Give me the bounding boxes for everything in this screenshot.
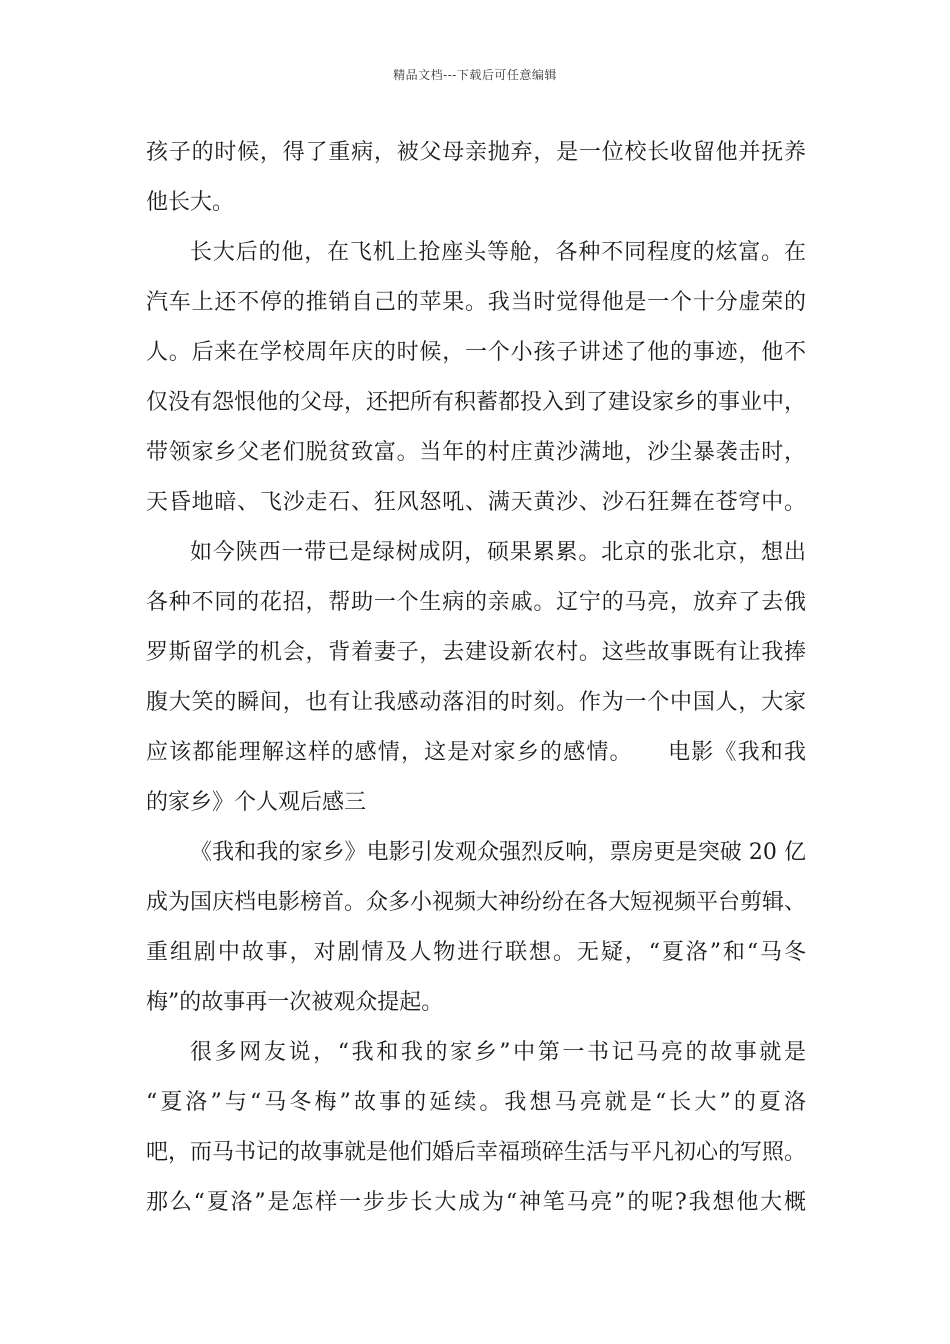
text-line: 汽车上还不停的推销自己的苹果。我当时觉得他是一个十分虚荣的 — [146, 290, 806, 315]
text-line: 各种不同的花招，帮助一个生病的亲戚。辽宁的马亮，放弃了去俄 — [146, 590, 806, 615]
text-line: 梅”的故事再一次被观众提起。 — [146, 990, 444, 1015]
text-line: 吧，而马书记的故事就是他们婚后幸福琐碎生活与平凡初心的写照。 — [146, 1140, 807, 1165]
body-text — [146, 128, 806, 1228]
text-line: 重组剧中故事，对剧情及人物进行联想。无疑，“夏洛”和“马冬 — [146, 940, 806, 965]
text-line: 成为国庆档电影榜首。众多小视频大神纷纷在各大短视频平台剪辑、 — [146, 890, 807, 915]
text-line: “夏洛”与“马冬梅”故事的延续。我想马亮就是“长大”的夏洛 — [146, 1090, 806, 1115]
text-line: 罗斯留学的机会，背着妻子，去建设新农村。这些故事既有让我捧 — [146, 640, 806, 665]
text-line: 应该都能理解这样的感情，这是对家乡的感情。 电影《我和我 — [146, 740, 806, 765]
text-line: 如今陕西一带已是绿树成阴，硕果累累。北京的张北京，想出 — [190, 540, 806, 565]
text-line: 《我和我的家乡》电影引发观众强烈反响，票房更是突破 20 亿 — [190, 840, 806, 865]
text-line: 天昏地暗、飞沙走石、狂风怒吼、满天黄沙、沙石狂舞在苍穹中。 — [146, 490, 806, 515]
text-line: 的家乡》个人观后感三 — [146, 790, 367, 815]
text-line: 带领家乡父老们脱贫致富。当年的村庄黄沙满地，沙尘暴袭击时， — [146, 440, 806, 465]
text-line: 孩子的时候，得了重病，被父母亲抛弃，是一位校长收留他并抚养 — [146, 140, 806, 165]
text-line: 人。后来在学校周年庆的时候，一个小孩子讲述了他的事迹，他不 — [146, 340, 806, 365]
text-line: 仅没有怨恨他的父母，还把所有积蓄都投入到了建设家乡的事业中， — [146, 390, 807, 415]
text-line: 很多网友说，“我和我的家乡”中第一书记马亮的故事就是 — [190, 1040, 806, 1065]
text-line: 他长大。 — [146, 190, 235, 215]
text-line: 那么“夏洛”是怎样一步步长大成为“神笔马亮”的呢?我想他大概 — [146, 1190, 806, 1215]
text-line: 长大后的他，在飞机上抢座头等舱，各种不同程度的炫富。在 — [190, 240, 806, 265]
text-line: 腹大笑的瞬间，也有让我感动落泪的时刻。作为一个中国人，大家 — [146, 690, 806, 715]
page-header: 精品文档---下载后可任意编辑 — [393, 68, 557, 82]
